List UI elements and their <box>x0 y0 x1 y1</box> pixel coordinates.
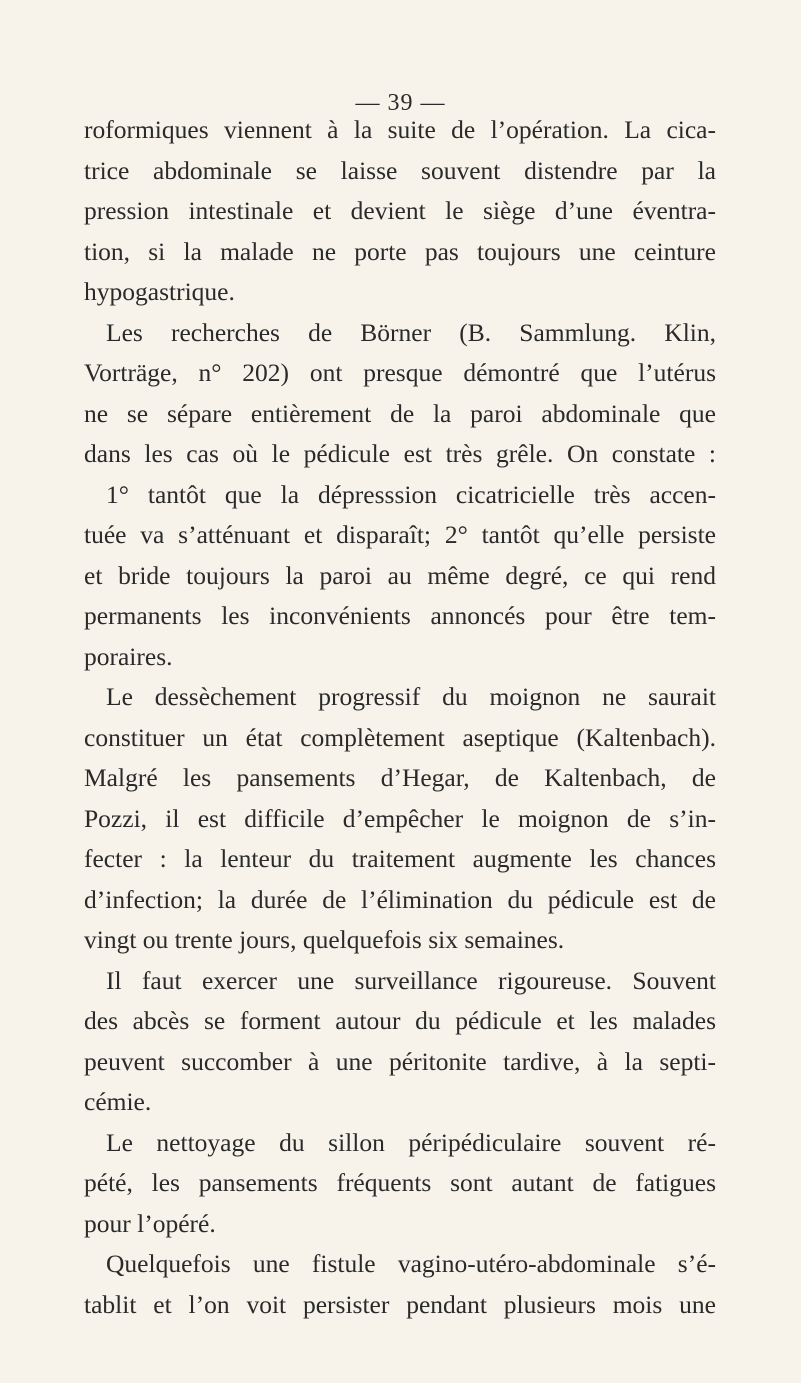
text-line: peuvent succomber à une péritonite tardive, à la septi- <box>84 1046 716 1076</box>
text-line: Malgré les pansements d’Hegar, de Kaltenbach, de <box>84 763 716 792</box>
text-line: hypogastrique. <box>84 277 235 306</box>
text-line: pour l’opéré. <box>84 1208 216 1238</box>
text-line: trice abdominale se laisse souvent distendre par la <box>84 155 716 185</box>
text-line: Il faut exercer une surveillance rigoureuse. Souvent <box>106 965 716 995</box>
text-line: 1° tantôt que la dépresssion cicatricielle très accen- <box>106 479 716 509</box>
text-line: fecter : la lenteur du traitement augmente les chances <box>84 844 716 873</box>
text-line: Le nettoyage du sillon péripédiculaire souvent ré- <box>106 1127 716 1157</box>
text-line: vingt ou trente jours, quelquefois six semaines. <box>84 925 565 954</box>
text-line: d’infection; la durée de l’élimination du pédicule est de <box>84 884 716 914</box>
text-line: Le dessèchement progressif du moignon ne saurait <box>106 682 716 711</box>
text-line: poraires. <box>84 641 173 671</box>
text-line: Pozzi, il est difficile d’empêcher le moignon de s’in- <box>84 803 716 833</box>
text-line: Vorträge, n° 202) ont presque démontré que l’utérus <box>84 358 716 387</box>
text-line: cémie. <box>84 1087 152 1116</box>
text-line: tuée va s’atténuant et disparaît; 2° tantôt qu’elle persiste <box>84 520 716 549</box>
text-line: tion, si la malade ne porte pas toujours une ceinture <box>84 236 716 266</box>
text-line: roformiques viennent à la suite de l’opération. La cica- <box>84 115 716 144</box>
text-line: constituer un état complètement aseptique (Kaltenbach). <box>84 722 716 752</box>
text-line: ne se sépare entièrement de la paroi abdominale que <box>84 398 716 428</box>
page-number: — 39 — <box>355 90 446 116</box>
text-line: et bride toujours la paroi au même degré, ce qui rend <box>84 560 716 590</box>
text-line: tablit et l’on voit persister pendant plusieurs mois une <box>84 1289 716 1319</box>
text-line: pété, les pansements fréquents sont autant de fatigues <box>84 1168 716 1197</box>
text-line: pression intestinale et devient le siège d’une éventra- <box>84 196 716 225</box>
text-line: dans les cas où le pédicule est très grêle. On constate : <box>84 439 716 468</box>
body-text <box>84 110 716 1325</box>
text-line: des abcès se forment autour du pédicule et les malades <box>84 1006 716 1035</box>
text-line: Quelquefois une fistule vagino-utéro-abdominale s’é- <box>106 1249 716 1278</box>
text-line: Les recherches de Börner (B. Sammlung. Klin, <box>106 317 716 347</box>
text-line: permanents les inconvénients annoncés pour être tem- <box>84 601 716 630</box>
